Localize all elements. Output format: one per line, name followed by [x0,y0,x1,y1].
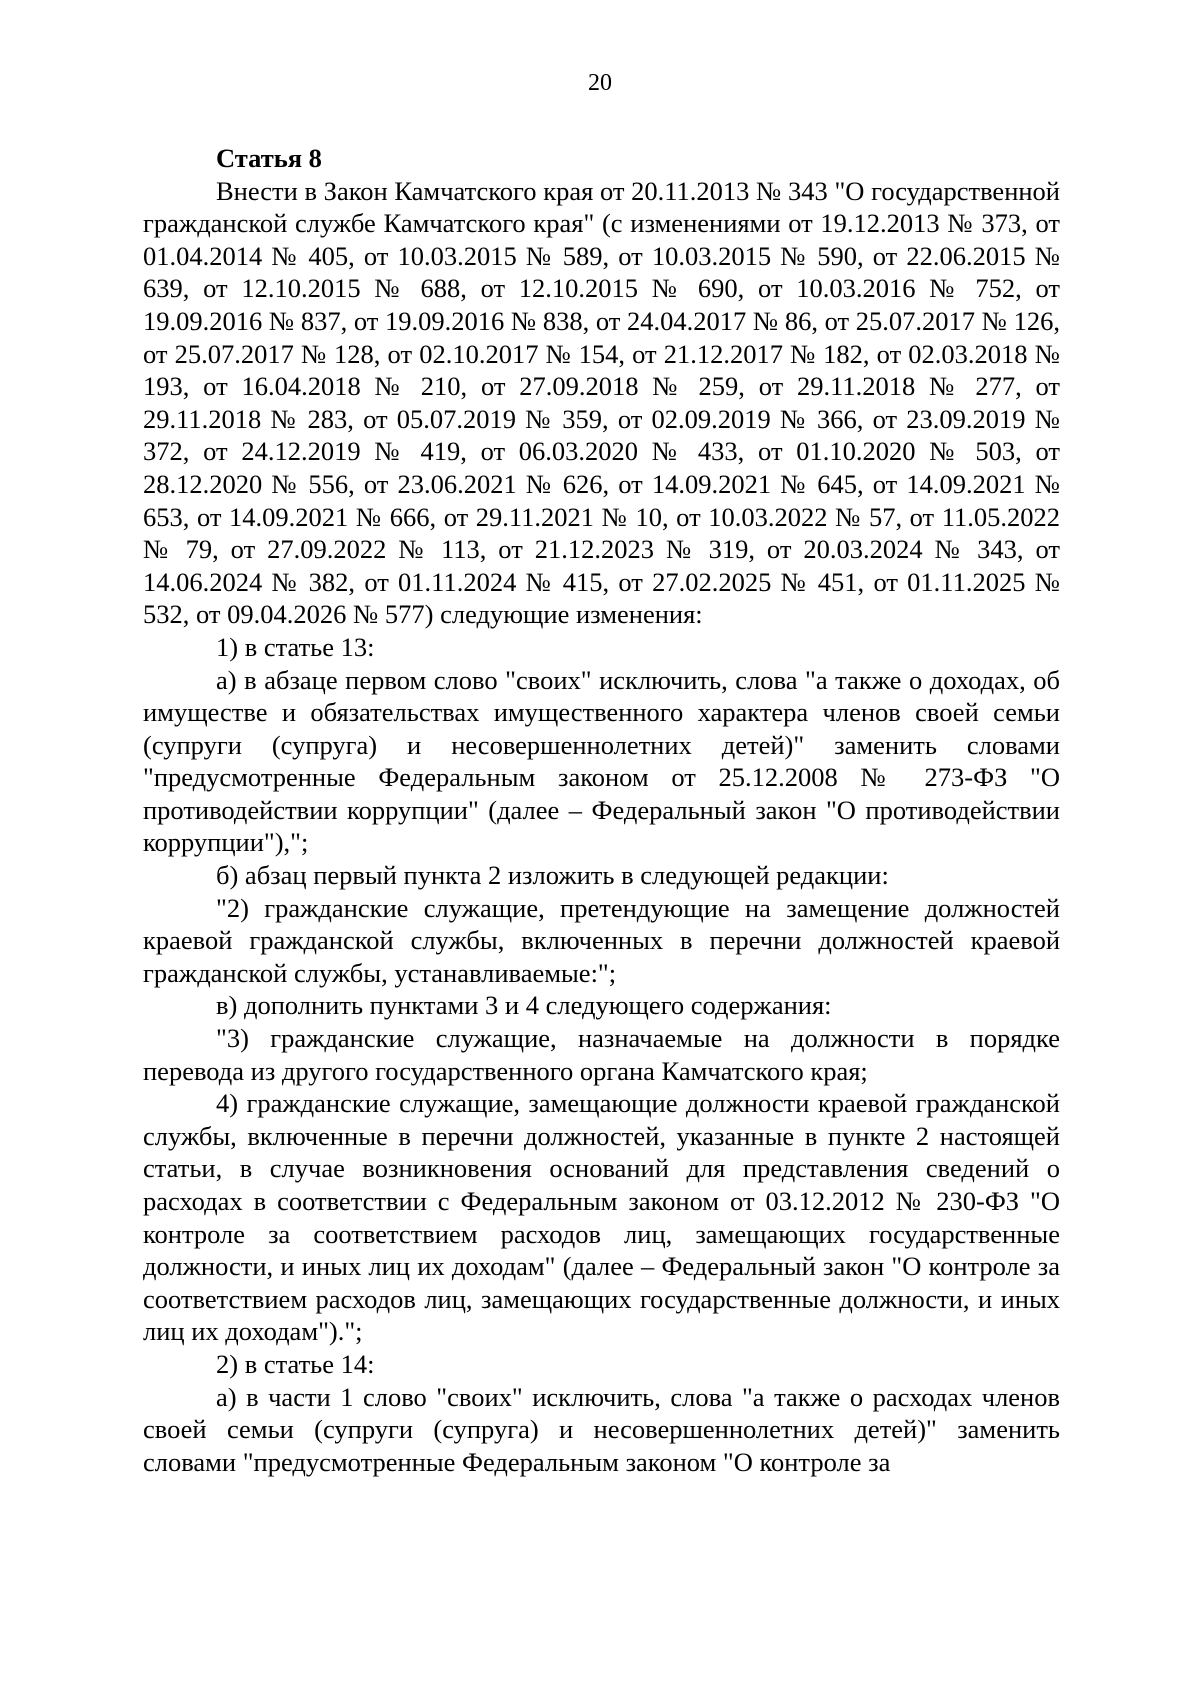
paragraph-item-1c-point-3: "3) гражданские служащие, назначаемые на должности в порядке перевода из другого государственного органа Камчатского края; [143,1023,1060,1086]
page-number: 20 [588,70,612,96]
paragraph-item-1b-text: "2) гражданские служащие, претендующие на замещение должностей краевой гражданской службы, включенных в перечни должностей краевой гражданской службы, устанавливаемые:"; [143,892,1060,988]
paragraph-item-2a: а) в части 1 слово "своих" исключить, слова "а также о расходах членов своей семьи (супруги (супруга) и несовершеннолетних детей)" заменить словами "предусмотренные Федеральным законом "О контроле за [143,1381,1060,1477]
paragraph-intro: Внести в Закон Камчатского края от 20.11.2013 № 343 "О государственной гражданской службе Камчатского края" (с изменениями от 19.12.2013 № 373, от 01.04.2014 № 405, от 10.03.2015 № 589, от 10.03.2015 № 590, от 22.06.2015 № 639, от 12.10.2015 № 688, от 12.10.2015 № 690, от 10.03.2016 № 752, от 19.09.2016 № 837, от 19.09.2016 № 838, от 24.04.2017 № 86, от 25.07.2017 № 126, от 25.07.2017 № 128, от 02.10.2017 № 154, от 21.12.2017 № 182, от 02.03.2018 № 193, от 16.04.2018 № 210, от 27.09.2018 № 259, от 29.11.2018 № 277, от 29.11.2018 № 283, от 05.07.2019 № 359, от 02.09.2019 № 366, от 23.09.2019 № 372, от 24.12.2019 № 419, от 06.03.2020 № 433, от 01.10.2020 № 503, от 28.12.2020 № 556, от 23.06.2021 № 626, от 14.09.2021 № 645, от 14.09.2021 № 653, от 14.09.2021 № 666, от 29.11.2021 № 10, от 10.03.2022 № 57, от 11.05.2022 № 79, от 27.09.2022 № 113, от 21.12.2023 № 319, от 20.03.2024 № 343, от 14.06.2024 № 382, от 01.11.2024 № 415, от 27.02.2025 № 451, от 01.11.2025 № 532, от 09.04.2026 № 577) следующие изменения: [143,175,1060,630]
paragraph-item-1: 1) в статье 13: [216,631,375,662]
paragraph-item-2: 2) в статье 14: [216,1348,375,1379]
article-title: Статья 8 [216,143,322,173]
paragraph-item-1a: а) в абзаце первом слово "своих" исключить, слова "а также о доходах, об имуществе и обязательствах имущественного характера членов своей семьи (супруги (супруга) и несовершеннолетних детей)" заменить словами "предусмотренные Федеральным законом от 25.12.2008 № 273-ФЗ "О противодействии коррупции" (далее – Федеральный закон "О противодействии коррупции"),"; [143,664,1060,858]
document-body [143,142,1060,1478]
paragraph-item-1c-point-4: 4) гражданские служащие, замещающие должности краевой гражданской службы, включенные в перечни должностей, указанные в пункте 2 настоящей статьи, в случае возникновения оснований для представления сведений о расходах в соответствии с Федеральным законом от 03.12.2012 № 230-ФЗ "О контроле за соответствием расходов лиц, замещающих государственные должности, и иных лиц их доходам" (далее – Федеральный закон "О контроле за соответствием расходов лиц, замещающих государственные должности, и иных лиц их доходам")."; [143,1088,1060,1347]
paragraph-item-1b: б) абзац первый пункта 2 изложить в следующей редакции: [216,860,889,891]
paragraph-item-1c: в) дополнить пунктами 3 и 4 следующего содержания: [216,990,832,1021]
